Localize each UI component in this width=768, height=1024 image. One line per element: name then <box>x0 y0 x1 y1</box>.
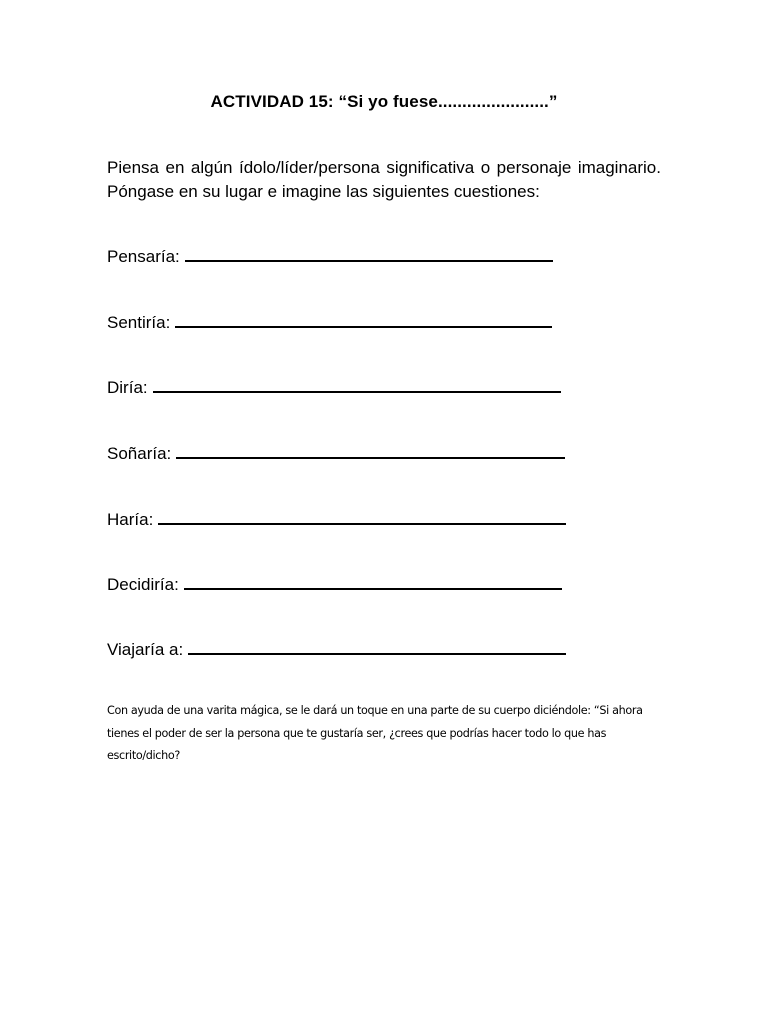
field-diria <box>107 376 561 399</box>
answer-line[interactable] <box>176 442 565 459</box>
field-label: Sentiría: <box>107 313 171 332</box>
field-sentiria <box>107 311 552 334</box>
answer-line[interactable] <box>175 311 552 328</box>
field-label: Soñaría: <box>107 444 172 463</box>
field-haria <box>107 508 566 531</box>
field-label: Diría: <box>107 378 148 397</box>
intro-paragraph: Piensa en algún ídolo/líder/persona significativa o personaje imaginario. Póngase en su lugar e imagine las siguientes cuestiones: <box>107 158 661 201</box>
answer-line[interactable] <box>188 638 566 655</box>
answer-line[interactable] <box>153 376 561 393</box>
field-pensaria <box>107 245 553 268</box>
field-label: Pensaría: <box>107 247 180 266</box>
field-decidiria <box>107 573 562 596</box>
answer-line[interactable] <box>185 245 553 262</box>
field-label: Viajaría a: <box>107 640 184 659</box>
activity-title: ACTIVIDAD 15: “Si yo fuese.......................” <box>210 92 558 111</box>
field-viajaria <box>107 638 566 661</box>
field-label: Decidiría: <box>107 575 179 594</box>
field-sonaria <box>107 442 565 465</box>
answer-line[interactable] <box>184 573 562 590</box>
field-label: Haría: <box>107 510 154 529</box>
footer-paragraph: Con ayuda de una varita mágica, se le dará un toque en una parte de su cuerpo diciéndole: “Si ahora tienes el poder de ser la persona que te gustaría ser, ¿crees que podrías hacer todo lo que has escrito/dicho? <box>107 704 643 762</box>
answer-line[interactable] <box>158 508 566 525</box>
